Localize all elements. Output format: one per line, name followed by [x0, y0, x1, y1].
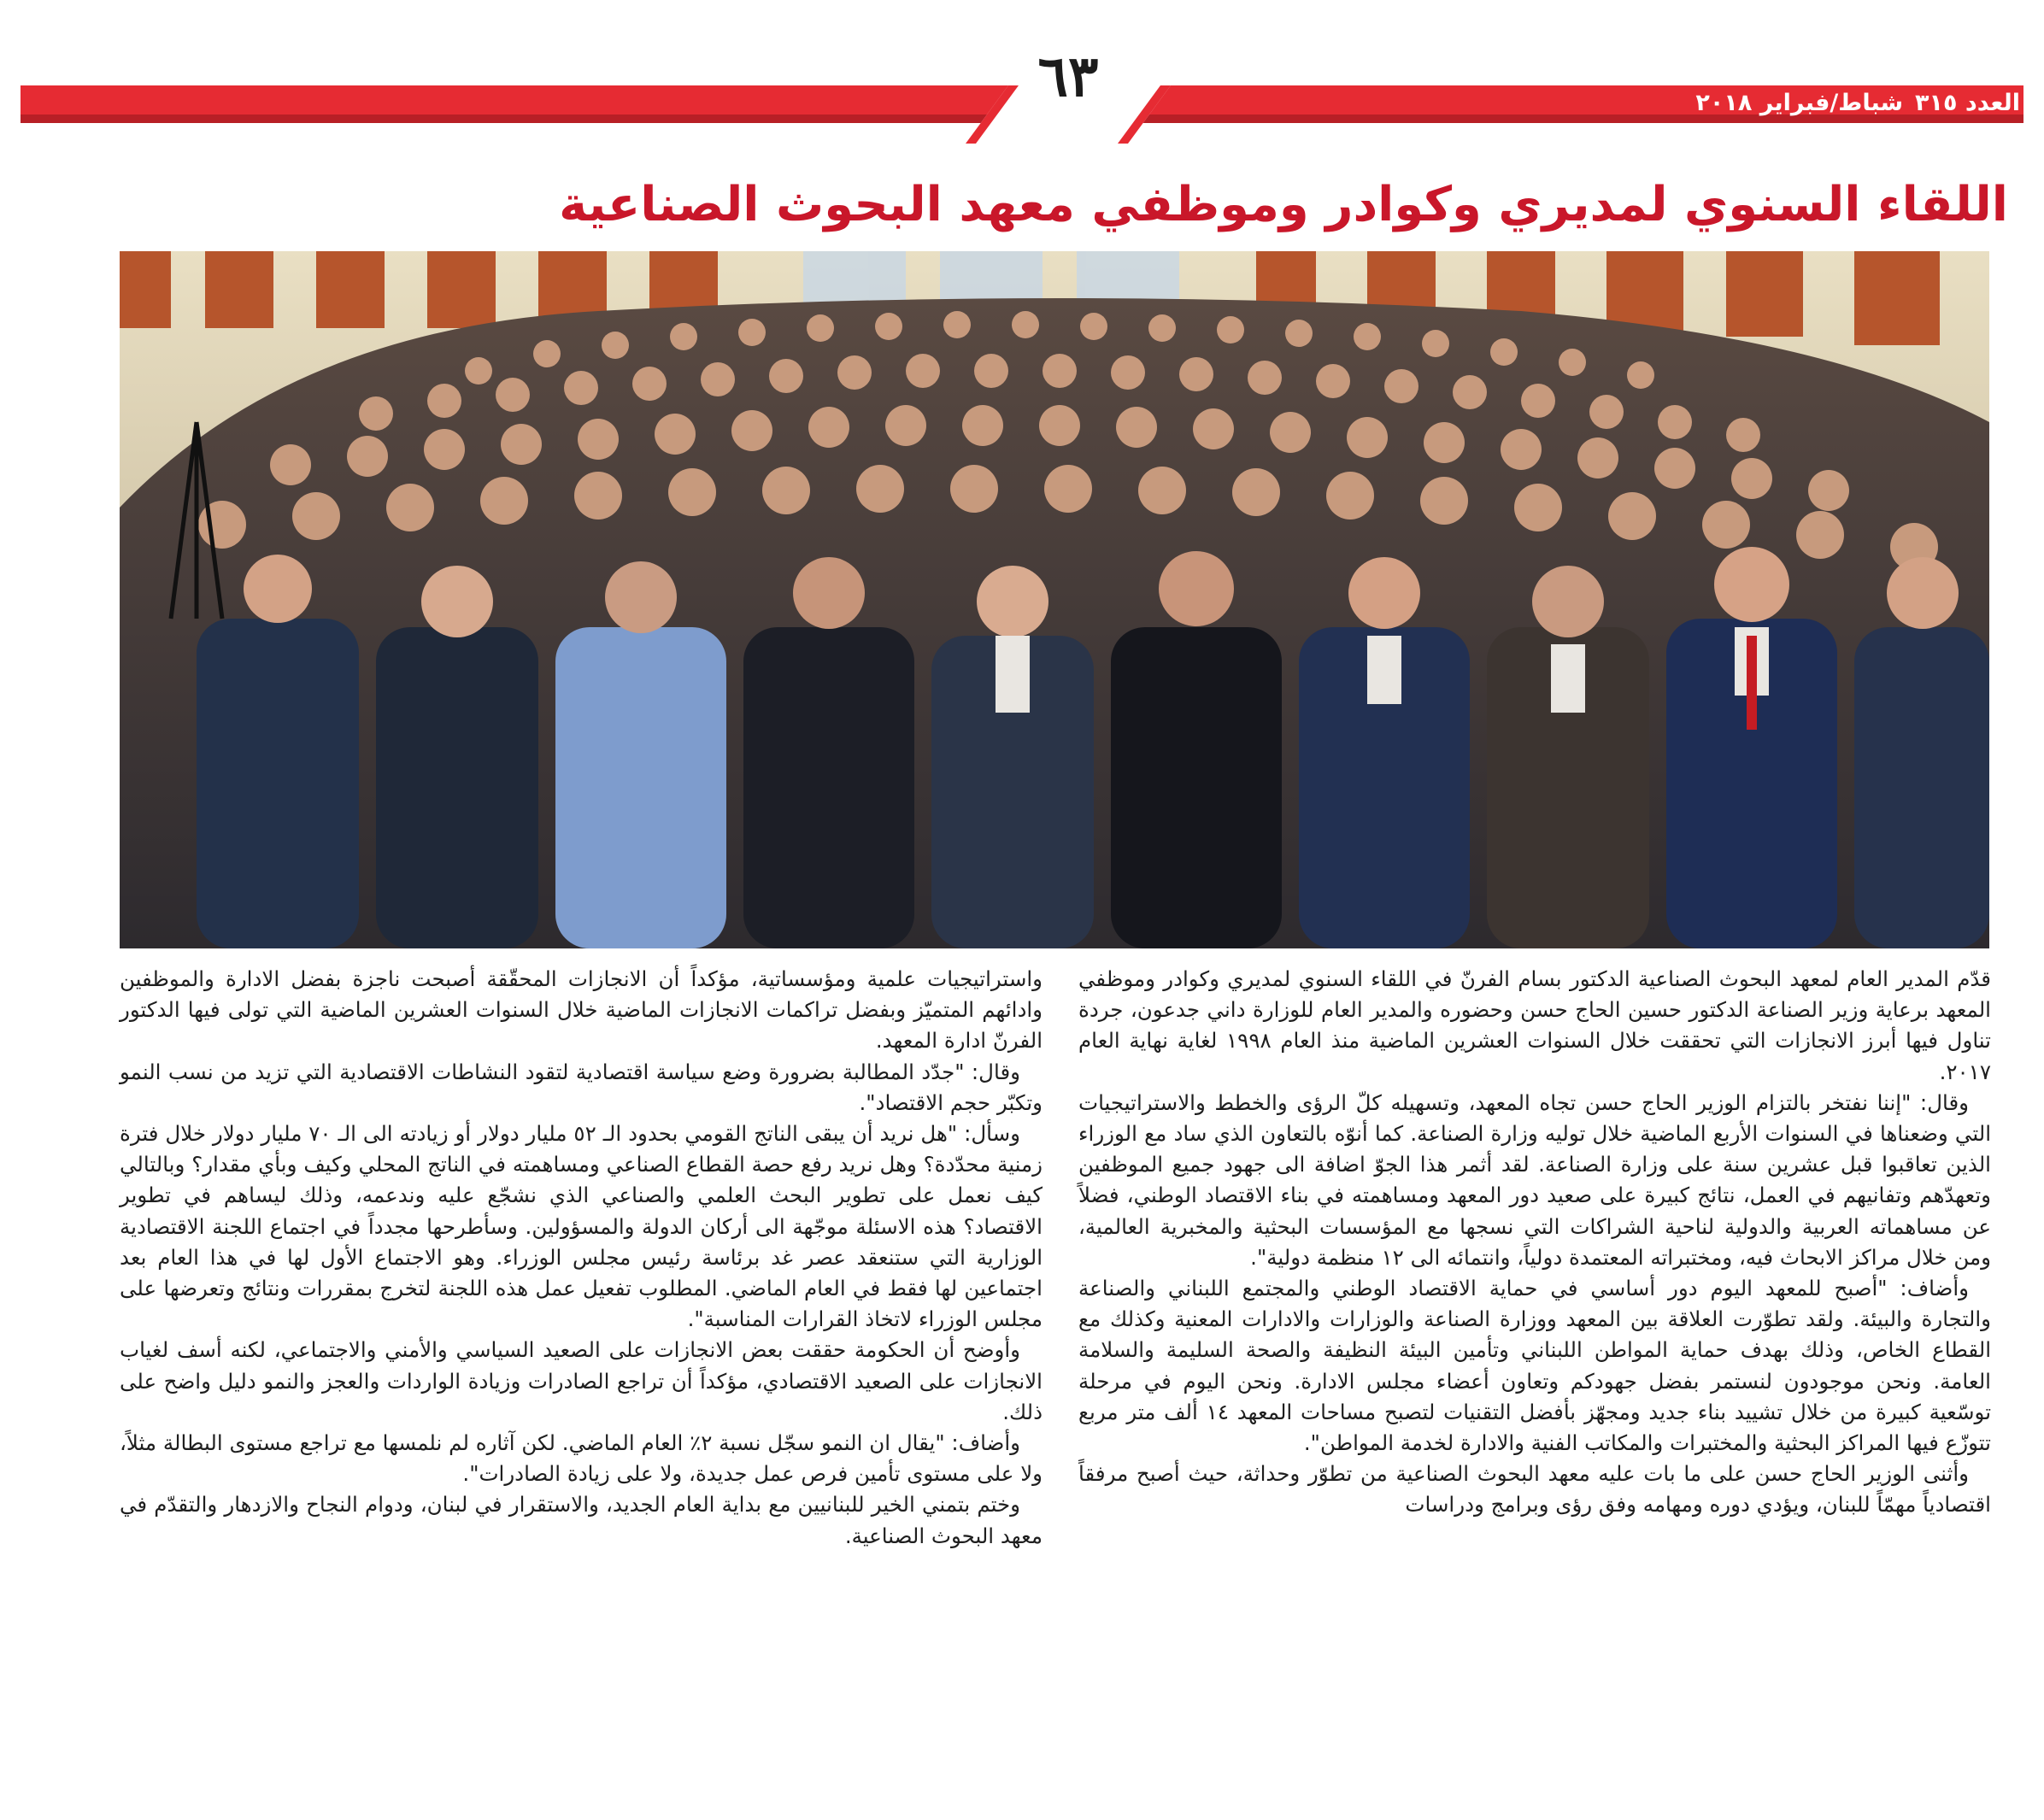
issue-label: العدد ٣١٥ — [1915, 90, 2020, 116]
article-paragraph: وأضاف: "أصبح للمعهد اليوم دور أساسي في حماية الاقتصاد الوطني والمجتمع اللبناني والصناعة والتجارة والبيئة. ولقد تطوّرت العلاقة بين المعهد ووزارة الصناعة والوزارات والادارات المعنية وكذلك مع القطاع الخاص، وذلك بهدف حماية المواطن اللبناني وتأمين البيئة النظيفة والصحة السليمة والسلامة العامة. ونحن موجودون لنستمر بفضل جهودكم وتعاون أعضاء مجلس الادارة. ونحن اليوم في مرحلة توسّعية كبيرة من خلال تشييد بناء جديد ومجهّز بأفضل التقنيات لتصبح مساحات المعهد ١٤ ألف متر مربع تتوزّع فيها المراكز البحثية والمختبرات والمكاتب الفنية والادارة لخدمة المواطن". — [1078, 1276, 1992, 1456]
group-photo-illustration — [120, 251, 1989, 948]
article-paragraph: وقال: "إننا نفتخر بالتزام الوزير الحاج حسن تجاه المعهد، وتسهيله كلّ الرؤى والخطط والاستراتيجيات التي وضعناها في السنوات الأربع الماضية خلال توليه وزارة الصناعة. كما أنوّه بالتعاون الذي ساد مع الوزراء الذين تعاقبوا قبل عشرين سنة على وزارة الصناعة. لقد أثمر هذا الجوّ اضافة الى جهود جميع الموظفين وتعهدّهم وتفانيهم في العمل، نتائج كبيرة على صعيد دور المعهد ومساهمته في بناء الاقتصاد الوطني، فضلاً عن مساهماته العربية والدولية لناحية الشراكات التي نسجها مع المؤسسات البحثية والمخبرية العالمية، ومن خلال مراكز الابحاث فيه، ومختبراته المعتمدة دولياً، وانتمائه الى ١٢ منظمة دولية". — [1078, 1089, 1991, 1270]
article-column-left — [120, 964, 1043, 1552]
article-paragraph: قدّم المدير العام لمعهد البحوث الصناعية الدكتور بسام الفرنّ في اللقاء السنوي لمديري وكوادر وموظفي المعهد برعاية وزير الصناعة الدكتور حسين الحاج حسن وحضوره والمدير العام للوزارة داني جدعون، جردة تناول فيها أبرز الانجازات التي تحققت خلال السنوات العشرين الماضية منذ العام ١٩٩٨ لغاية نهاية العام ٢٠١٧. — [1078, 966, 1991, 1084]
page-number: ٦٣ — [1037, 43, 1099, 109]
issue-date: شباط/فبراير ٢٠١٨ — [1695, 90, 1904, 116]
article-headline: اللقاء السنوي لمديري وكوادر وموظفي معهد البحوث الصناعية — [559, 177, 2008, 232]
article-paragraph: وأوضح أن الحكومة حققت بعض الانجازات على الصعيد السياسي والأمني والاجتماعي، لكنه أسف لغياب الانجازات على الصعيد الاقتصادي، مؤكداً أن تراجع الصادرات وزيادة الواردات والعجز والنمو دليل واضح على ذلك. — [120, 1337, 1043, 1424]
group-photo-image — [120, 251, 1989, 948]
header-band-left — [21, 85, 1008, 123]
article-paragraph: وقال: "جدّد المطالبة بضرورة وضع سياسة اقتصادية لتقود النشاطات الاقتصادية التي تزيد من نسب النمو وتكبّر حجم الاقتصاد". — [120, 1059, 1043, 1115]
issue-info — [1683, 86, 2020, 120]
article-paragraph: وأضاف: "يقال ان النمو سجّل نسبة ٢٪ العام الماضي. لكن آثاره لم نلمسها مع تراجع مستوى البطالة مثلاً، ولا على مستوى تأمين فرص عمل جديدة، ولا على زيادة الصادرات". — [120, 1430, 1043, 1487]
article-column-right — [1078, 964, 1991, 1521]
article-paragraph: واستراتيجيات علمية ومؤسساتية، مؤكداً أن الانجازات المحقّقة أصبحت ناجزة بفضل الادارة والموظفين وادائهم المتميّز وبفضل تراكمات الانجازات الماضية خلال السنوات العشرين الماضية التي تولى فيها الدكتور الفرنّ ادارة المعهد. — [120, 966, 1043, 1054]
article-paragraph: وختم بتمني الخير للبنانيين مع بداية العام الجديد، والاستقرار في لبنان، ودوام النجاح والازدهار والتقدّم في معهد البحوث الصناعية. — [120, 1492, 1043, 1548]
article-paragraph: وسأل: "هل نريد أن يبقى الناتج القومي بحدود الـ ٥٢ مليار دولار أو زيادته الى الـ ٧٠ مليار دولار خلال فترة زمنية محدّدة؟ وهل نريد رفع حصة القطاع الصناعي ومساهمته في الناتج المحلي وكيف وبأي مقدار؟ وبالتالي كيف نعمل على تطوير البحث العلمي والصناعي الذي نشجّع عليه وندعمه، وذلك ليساهم في تطوير الاقتصاد؟ هذه الاسئلة موجّهة الى أركان الدولة والمسؤولين. وسأطرحها مجدداً في اجتماع اللجنة الاقتصادية الوزارية التي ستنعقد عصر غد برئاسة رئيس مجلس الوزراء. وهو الاجتماع الأول لها في هذا العام بعد اجتماعين لها فقط في العام الماضي. المطلوب تفعيل عمل هذه اللجنة لتخرج بمقررات ونتائج وتعرضها على مجلس الوزراء لاتخاذ القرارات المناسبة". — [120, 1121, 1043, 1332]
article-paragraph: وأثنى الوزير الحاج حسن على ما بات عليه معهد البحوث الصناعية من تطوّر وحداثة، حيث أصبح مرفقاً اقتصادياً مهمّاً للبنان، ويؤدي دوره ومهامه وفق رؤى وبرامج ودراسات — [1078, 1461, 1991, 1518]
